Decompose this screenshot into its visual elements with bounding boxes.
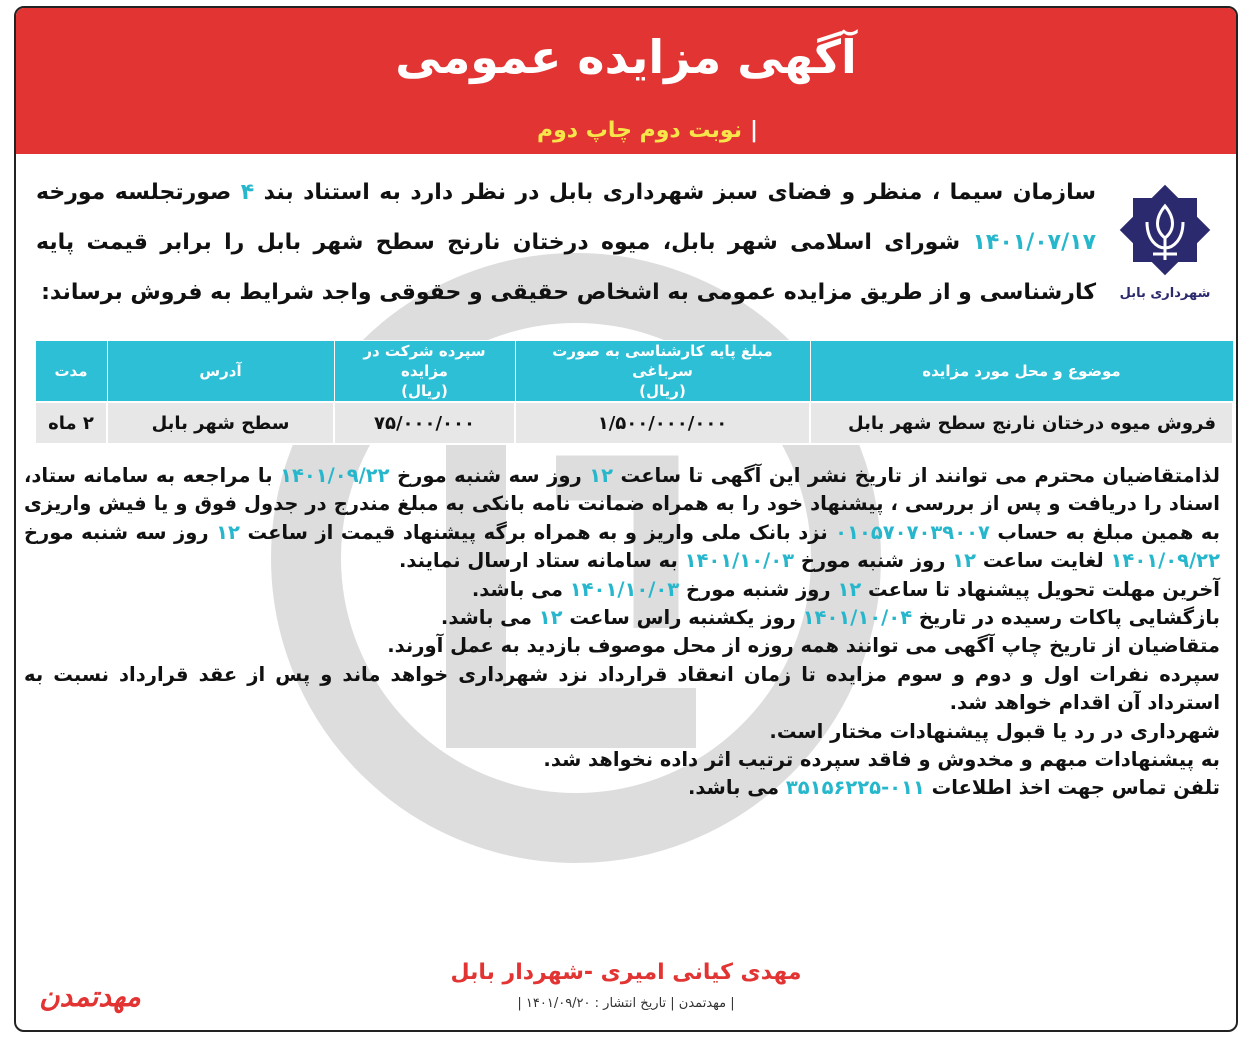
cell-subject: فروش میوه درختان نارنج سطح شهر بابل (810, 402, 1233, 444)
mahd-tamadon-logo-icon (24, 964, 156, 1024)
col-deposit: سپرده شرکت در مزایده (ریال) (334, 341, 515, 403)
council-date: ۱۴۰۱/۰۷/۱۷ (972, 230, 1096, 255)
auction-table (34, 340, 1234, 445)
intro-paragraph (36, 168, 1096, 318)
subtitle-bar: | (749, 118, 758, 143)
intro-text-1: سازمان سیما ، منظر و فضای سبز شهرداری بابل در نظر دارد به استناد بند (254, 180, 1096, 205)
header-banner (16, 8, 1236, 154)
terms-paragraph-1: لذامتقاضیان محترم می توانند از تاریخ نشر این آگهی تا ساعت ۱۲ روز سه شنبه مورخ ۱۴۰۱/۰۹/۲۲ با مراجعه به سامانه ستاد، اسناد را دریافت و پس از بررسی ، پیشنهاد خود را به همراه ضمانت نامه بانکی به مبلغ مندرج در جدول فوق و یا فیش واریزی به همین مبلغ به حساب ۰۱۰۵۷۰۷۰۳۹۰۰۷ نزد بانک ملی واریز و به همراه برگه پیشنهاد قیمت از ساعت ۱۲ روز سه شنبه مورخ ۱۴۰۱/۰۹/۲۲ لغایت ساعت ۱۲ روز شنبه مورخ ۱۴۰۱/۱۰/۰۳ به سامانه ستاد ارسال نمایند. (24, 464, 1220, 573)
signer-name: مهدی کیانی امیری -شهردار بابل (450, 960, 802, 985)
table-header-row (35, 341, 1233, 403)
page-title: آگهی مزایده عمومی (395, 30, 857, 84)
col-base-price: مبلغ پایه کارشناسی به صورت سرباغی (ریال) (515, 341, 810, 403)
terms-paragraph-8: تلفن تماس جهت اخذ اطلاعات ۰۱۱-۳۵۱۵۶۲۲۵ می باشد. (687, 776, 1220, 800)
cell-duration: ۲ ماه (35, 402, 107, 444)
municipality-logo (1108, 176, 1222, 301)
brand-text: مهدتمدن (39, 980, 141, 1013)
col-address: آدرس (107, 341, 334, 403)
publication-info: | مهدتمدن | تاریخ انتشار : ۱۴۰۱/۰۹/۲۰ | (517, 996, 735, 1011)
cell-base-price: ۱/۵۰۰/۰۰۰/۰۰۰ (515, 402, 810, 444)
print-round-label (537, 118, 758, 143)
cell-deposit: ۷۵/۰۰۰/۰۰۰ (334, 402, 515, 444)
terms-paragraph-4: متقاضیان از تاریخ چاپ آگهی می توانند همه روزه از محل موصوف بازدید به عمل آورند. (387, 634, 1220, 658)
terms-body (24, 462, 1220, 803)
intro-text-2: صورتجلسه مورخه (36, 180, 241, 205)
clause-number: ۴ (240, 180, 255, 205)
contact-phone: ۰۱۱-۳۵۱۵۶۲۲۵ (785, 776, 925, 800)
terms-paragraph-7: به پیشنهادات مبهم و مخدوش و فاقد سپرده ترتیب اثر داده نخواهد شد. (543, 748, 1220, 772)
intro-text-3: شورای اسلامی شهر بابل، میوه درختان نارنج سطح شهر بابل را برابر قیمت پایه کارشناسی و از طریق مزایده عمومی به اشخاص حقیقی و حقوقی واجد شرایط به فروش برساند: (36, 230, 1096, 305)
terms-paragraph-2: آخرین مهلت تحویل پیشنهاد تا ساعت ۱۲ روز شنبه مورخ ۱۴۰۱/۱۰/۰۳ می باشد. (471, 577, 1220, 601)
terms-paragraph-5: سپرده نفرات اول و دوم و سوم مزایده تا زمان انعقاد قرارداد نزد شهرداری خواهد ماند و پس از عقد قرارداد نسبت به استرداد آن اقدام خواهد شد. (24, 662, 1220, 715)
print-round-text: نوبت دوم چاپ دوم (536, 118, 742, 143)
announcement-frame (14, 6, 1238, 1032)
bank-account-number: ۰۱۰۵۷۰۷۰۳۹۰۰۷ (835, 520, 990, 544)
col-subject: موضوع و محل مورد مزایده (810, 341, 1233, 403)
terms-paragraph-3: بازگشایی پاکات رسیده در تاریخ ۱۴۰۱/۱۰/۰۴ روز یکشنبه راس ساعت ۱۲ می باشد. (440, 606, 1220, 630)
cell-address: سطح شهر بابل (107, 402, 334, 444)
terms-paragraph-6: شهرداری در رد یا قبول پیشنهادات مختار است. (769, 719, 1220, 743)
table-row (35, 402, 1233, 444)
col-duration: مدت (35, 341, 107, 403)
babol-municipality-logo-icon (1111, 176, 1219, 284)
logo-caption: شهرداری بابل (1119, 286, 1211, 301)
